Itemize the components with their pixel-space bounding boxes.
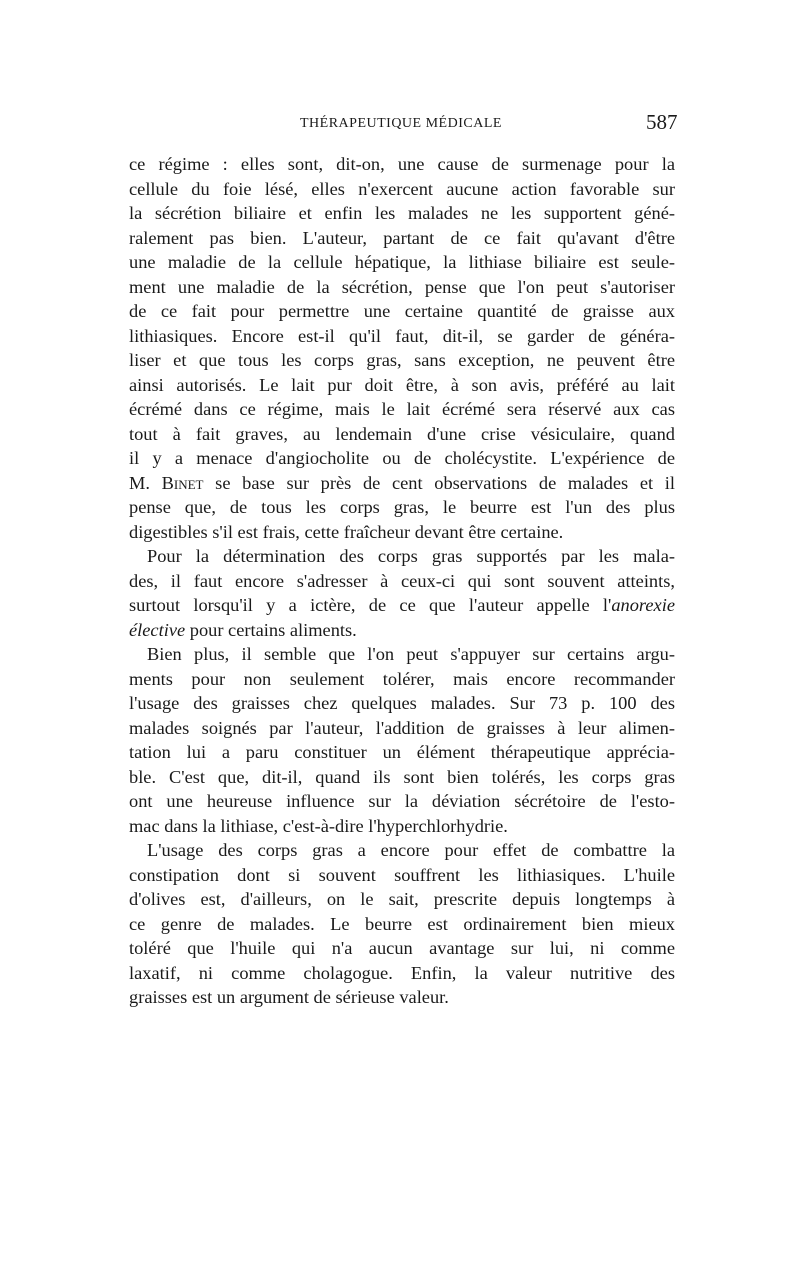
text-line: écrémé dans ce régime, mais le lait écrémé sera réservé aux cas [129, 399, 675, 419]
text-line: ce régime : elles sont, dit-on, une cause de surmenage pour la [129, 154, 675, 174]
text-run: M. [129, 472, 162, 493]
text-line [129, 618, 675, 643]
text-line: malades soignés par l'auteur, l'addition de graisses à leur alimen- [129, 717, 675, 738]
text-line: mac dans la lithiase, c'est-à-dire l'hyperchlorhydrie. [129, 815, 508, 836]
text-line: lithiasiques. Encore est-il qu'il faut, dit-il, se garder de généra- [129, 325, 675, 346]
text-line: tout à fait graves, au lendemain d'une crise vésiculaire, quand [129, 423, 675, 444]
text-line: la sécrétion biliaire et enfin les malades ne les supportent géné- [129, 203, 675, 223]
italic-term: anorexie [611, 595, 675, 615]
text-line: digestibles s'il est frais, cette fraîcheur devant être certaine. [129, 521, 564, 542]
text-line: de ce fait pour permettre une certaine quantité de graisse aux [129, 301, 675, 321]
text-line: ce genre de malades. Le beurre est ordinairement bien mieux [129, 913, 675, 934]
text-line: cellule du foie lésé, elles n'exercent aucune action favorable sur [129, 178, 675, 199]
text-line: ments pour non seulement tolérer, mais encore recommander [129, 668, 675, 689]
text-line: une maladie de la cellule hépatique, la lithiase biliaire est seule- [129, 252, 675, 272]
page-number: 587 [646, 110, 678, 134]
text-run: pour certains aliments. [185, 619, 357, 640]
text-line: laxatif, ni comme cholagogue. Enfin, la valeur nutritive des [129, 962, 675, 983]
text-line: d'olives est, d'ailleurs, on le sait, prescrite depuis longtemps à [129, 889, 675, 909]
text-line: pense que, de tous les corps gras, le beurre est l'un des plus [129, 497, 675, 517]
text-line: L'usage des corps gras a encore pour effet de combattre la [147, 840, 675, 860]
text-line: Bien plus, il semble que l'on peut s'appuyer sur certains argu- [147, 644, 675, 664]
text-line: Pour la détermination des corps gras supportés par les mala- [147, 546, 675, 566]
text-line [129, 593, 675, 618]
text-line: l'usage des graisses chez quelques malades. Sur 73 p. 100 des [129, 693, 675, 713]
text-line: liser et que tous les corps gras, sans exception, ne peuvent être [129, 350, 675, 370]
body-text [129, 152, 675, 1010]
text-line: ont une heureuse influence sur la déviation sécrétoire de l'esto- [129, 791, 675, 811]
text-line: graisses est un argument de sérieuse valeur. [129, 987, 449, 1007]
text-line: ralement pas bien. L'auteur, partant de ce fait qu'avant d'être [129, 227, 675, 248]
running-title: THÉRAPEUTIQUE MÉDICALE [300, 116, 502, 131]
text-line [129, 471, 675, 496]
text-line: ainsi autorisés. Le lait pur doit être, à son avis, préféré au lait [129, 374, 675, 395]
paragraph-2 [129, 544, 675, 642]
text-line: il y a menace d'angiocholite ou de cholécystite. L'expérience de [129, 448, 675, 468]
text-line: des, il faut encore s'adresser à ceux-ci qui sont souvent atteints, [129, 570, 675, 591]
text-line: tation lui a paru constituer un élément thérapeutique apprécia- [129, 742, 675, 762]
text-line: ment une maladie de la sécrétion, pense que l'on peut s'autoriser [129, 276, 675, 297]
text-run: se base sur près de cent observations de malades et il [203, 472, 675, 493]
paragraph-4 [129, 838, 675, 1010]
text-line: constipation dont si souvent souffrent les lithiasiques. L'huile [129, 864, 675, 885]
paragraph-3 [129, 642, 675, 838]
paragraph-1 [129, 152, 675, 544]
text-line: toléré que l'huile qui n'a aucun avantage sur lui, ni comme [129, 938, 675, 958]
text-line: ble. C'est que, dit-il, quand ils sont bien tolérés, les corps gras [129, 766, 675, 787]
italic-term: élective [129, 619, 186, 640]
text-run: surtout lorsqu'il y a ictère, de ce que l'auteur appelle l' [129, 595, 612, 615]
author-name: Binet [161, 472, 204, 493]
